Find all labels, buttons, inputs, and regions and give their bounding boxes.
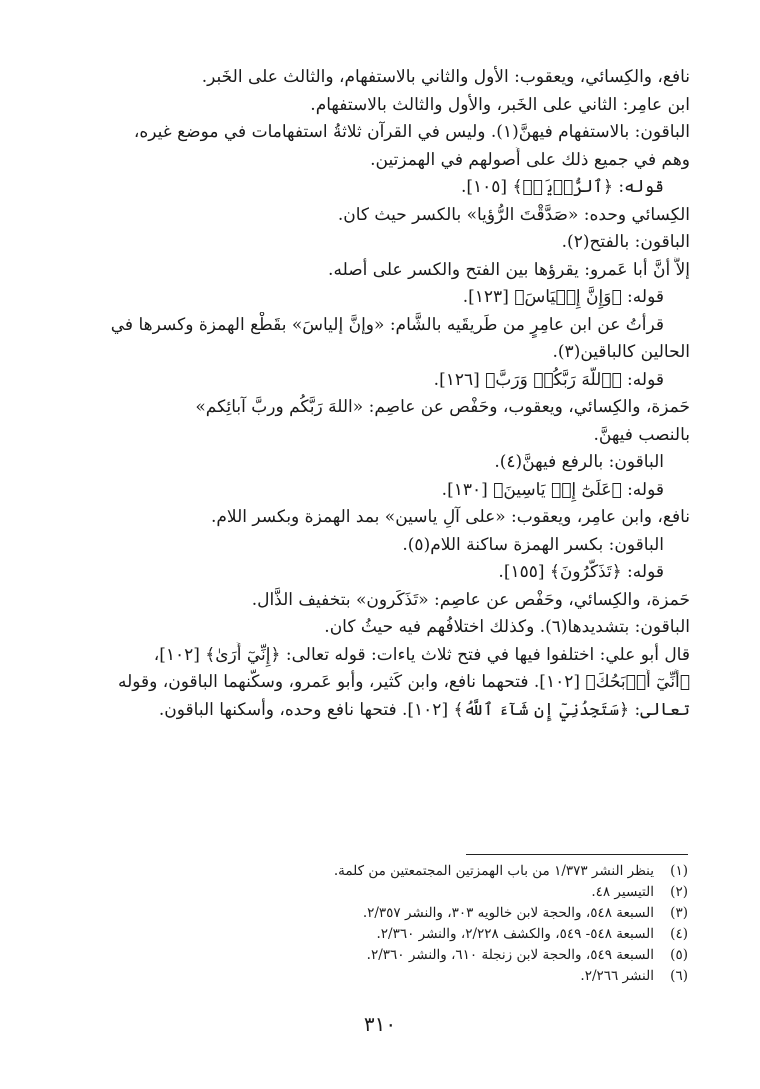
footnote-number: (٤) [670, 926, 688, 942]
text-line: حَمزة، والكِسائي، ويعقوب، وحَفْص عن عاصِم: «اللهَ رَبَّكُم وربَّ آبائِكم» [195, 397, 690, 417]
text-line: ﴿أَنِّيٓ أَذۡبَحُكَ﴾ [١٠٢]. فتحهما نافع، وابن كَثير، وأبو عَمرو، وسكَّنهما الباقون، وقوله [117, 672, 690, 692]
text-line: إلاَّ أنَّ أبا عَمرو: يقرؤها بين الفتح والكسر على أصله. [328, 259, 690, 280]
footnote-text: السبعة ٥٤٩، والحجة لابن زنجلة ٦١٠، والنشر ٢/٣٦٠. [366, 947, 654, 963]
footnote [200, 924, 688, 945]
footnote [200, 882, 688, 903]
footnote-number: (٣) [670, 905, 688, 921]
text-line: ابن عامِر: الثاني على الخَبر، والأول والثالث بالاستفهام. [310, 94, 690, 115]
text-line: نافع، والكِسائي، ويعقوب: الأول والثاني بالاستفهام، والثالث على الخَبر. [201, 67, 690, 87]
footnote-number: (٦) [670, 968, 688, 984]
text-line: حَمزة، والكِسائي، وحَفْص عن عاصِم: «تَذَكَرون» بتخفيف الذَّال. [251, 589, 690, 610]
text-line: الباقون: بكسر الهمزة ساكنة اللام(٥). [402, 534, 664, 555]
text-line: قرأتُ عن ابن عامِرٍ من طَريقَيه بالشَّام: «وإنَّ إلياسَ» بقَطْع الهمزة وكسرها في [110, 314, 664, 335]
verse-heading: قوله: ﴿تَذَكَّرُونَ﴾ [١٥٥]. [498, 562, 664, 582]
text-line: وهم في جميع ذلك على أُصولهم في الهمزتين. [370, 149, 690, 170]
verse-heading: قوله: ﴿وَإِنَّ إِلۡيَاسَ﴾ [١٢٣]. [462, 287, 664, 307]
page-number: ٣١٠ [363, 1012, 397, 1036]
footnote [200, 966, 688, 987]
footnote-text: السبعة ٥٤٨- ٥٤٩، والكشف ٢/٢٢٨، والنشر ٢/٣٦٠. [376, 926, 654, 942]
text-line: بالنصب فيهنَّ. [593, 424, 690, 445]
text-line: الباقون: بالرفع فيهنَّ(٤). [494, 452, 664, 472]
footnote [200, 903, 688, 924]
footnote-number: (٢) [670, 884, 688, 900]
footnote-text: ينظر النشر ١/٣٧٣ من باب الهمزتين المجتمعتين من كلمة. [333, 863, 654, 879]
main-text [82, 64, 690, 724]
footnote-number: (٥) [670, 947, 688, 963]
footnote-number: (١) [670, 863, 688, 879]
text-line: الباقون: بالفتح(٢). [561, 232, 690, 252]
verse-heading: قوله: ﴿ٱللَّهَ رَبَّكُمۡ وَرَبَّ﴾ [١٢٦]. [433, 369, 664, 390]
footnote-text: النشر ٢/٢٦٦. [580, 968, 654, 984]
text-line: الحالين كالباقين(٣). [552, 342, 690, 362]
text-line: تعالى: ﴿سَتَجِدُنِيٓ إِن شَآءَ ٱللَّهُ﴾ [١٠٢]. فتحها نافع وحده، وأسكنها الباقون. [158, 699, 690, 720]
verse-heading: قوله: ﴿ٱلرُّؤۡيَآۚ﴾ [١٠٥]. [460, 177, 664, 197]
text-line: قال أبو علي: اختلفوا فيها في فتح ثلاث ياءات: قوله تعالى: ﴿إِنِّيٓ أَرَىٰ﴾ [١٠٢]، [153, 644, 690, 665]
footnote-text: السبعة ٥٤٨، والحجة لابن خالويه ٣٠٣، والنشر ٢/٣٥٧. [362, 905, 654, 921]
footnote [200, 945, 688, 966]
footnote-text: التيسير ٤٨. [591, 884, 654, 900]
footnote-divider [466, 854, 688, 855]
footnotes [200, 861, 688, 987]
verse-heading: قوله: ﴿عَلَىٰٓ إِلۡ يَاسِينَ﴾ [١٣٠]. [441, 479, 664, 500]
text-line: الكِسائي وحده: «صَدَّقْتَ الرُّؤيا» بالكسر حيث كان. [337, 204, 690, 225]
text-line: الباقون: بالاستفهام فيهنَّ(١). وليس في القرآن ثلاثةُ استفهامات في موضع غيره، [133, 122, 690, 142]
text-line: الباقون: بتشديدها(٦). وكذلك اختلافُهم فيه حيثُ كان. [324, 617, 690, 637]
text-line: نافع، وابن عامِر، ويعقوب: «على آلِ ياسين» بمد الهمزة وبكسر اللام. [211, 507, 690, 527]
footnote [200, 861, 688, 882]
